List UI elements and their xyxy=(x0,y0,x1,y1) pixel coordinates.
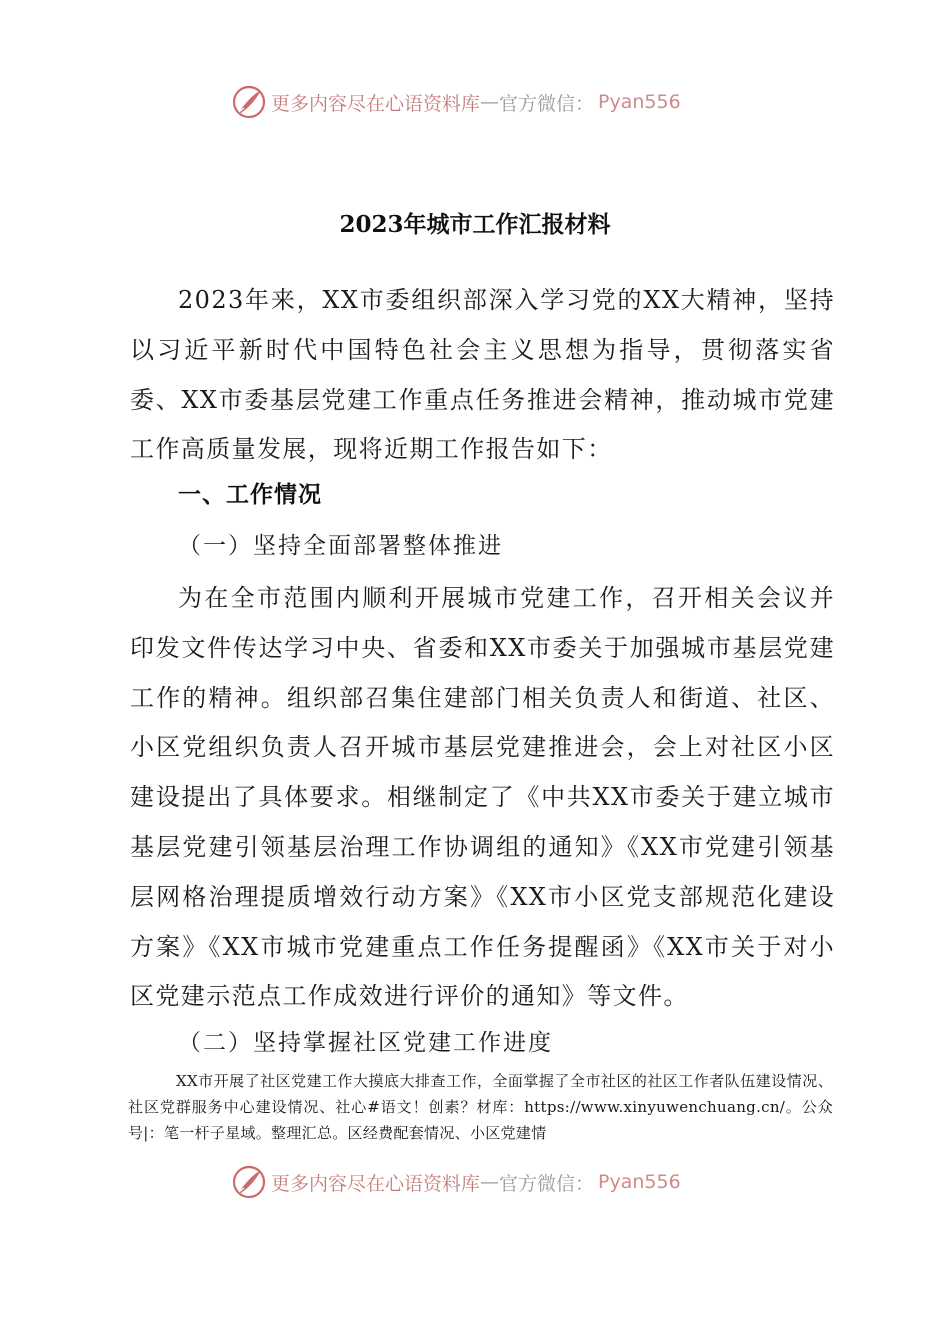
banner-wechat-label: 官方微信： xyxy=(499,92,595,115)
intro-paragraph: 2023年来，XX市委组织部深入学习党的XX大精神，坚持以习近平新时代中国特色社会主义思想为指导，贯彻落实省委、XX市委基层党建工作重点任务推进会精神，推动城市党建工作高质量发展，现将近期工作报告如下： xyxy=(130,286,835,464)
subsection-1-body: 为在全市范围内顺利开展城市党建工作，召开相关会议并印发文件传达学习中央、省委和XX市委关于加强城市基层党建工作的精神。组织部召集住建部门相关负责人和街道、社区、小区党组织负责人召开城市基层党建推进会，会上对社区小区建设提出了具体要求。相继制定了《中共XX市委关于建立城市基层党建引领基层治理工作协调组的通知》《XX市党建引领基层网格治理提质增效行动方案》《XX市小区党支部规范化建设方案》《XX市城市党建重点工作任务提醒函》《XX市关于对小区党建示范点工作成效进行评价的通知》等文件。 xyxy=(130,584,835,1011)
banner-site-name: 更多内容尽在心语资料库 xyxy=(271,92,481,115)
document-title: 2023年城市工作汇报材料 xyxy=(339,211,611,238)
banner-wechat-id: Pyan556 xyxy=(598,1171,681,1193)
subsection-heading-1: （一）坚持全面部署整体推进 xyxy=(178,533,503,559)
subsection-heading-2: （二）坚持掌握社区党建工作进度 xyxy=(178,1030,553,1056)
subsection-2-body: XX市开展了社区党建工作大摸底大排查工作，全面掌握了全市社区的社区工作者队伍建设情况、社区党群服务中心建设情况、社心#语文！创素？材库：https://www.xinyuwenchuang.cn/。公众号|：笔一杆子星域。整理汇总。区经费配套情况、小区党建情 xyxy=(128,1072,833,1142)
banner-wechat-id: Pyan556 xyxy=(598,91,681,113)
banner-separator: — xyxy=(480,1171,500,1193)
banner-wechat-label: 官方微信： xyxy=(499,1172,595,1195)
quill-pen-logo-icon xyxy=(231,1164,267,1200)
header-banner xyxy=(0,80,950,124)
footer-banner xyxy=(0,1160,950,1204)
section-heading-work-status: 一、工作情况 xyxy=(178,481,322,508)
banner-separator: — xyxy=(480,91,500,113)
quill-pen-logo-icon xyxy=(231,84,267,120)
banner-site-name: 更多内容尽在心语资料库 xyxy=(271,1172,481,1195)
